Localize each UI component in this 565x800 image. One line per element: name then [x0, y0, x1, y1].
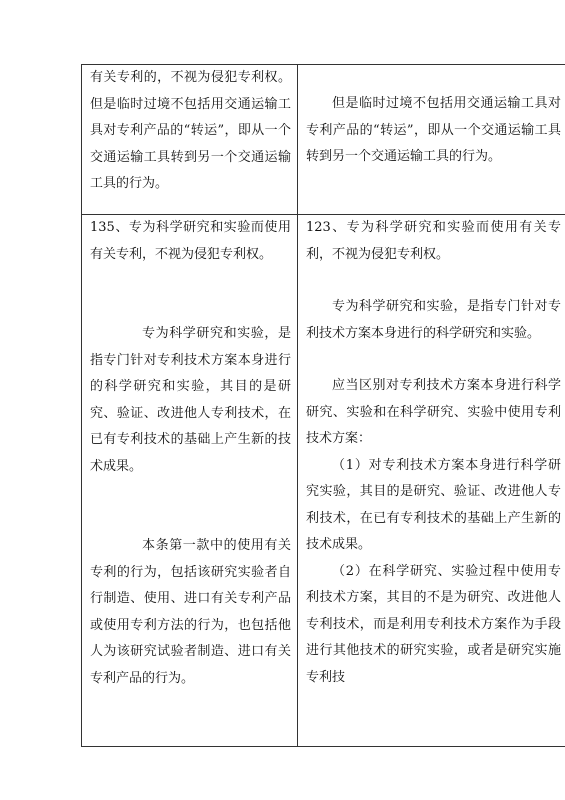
paragraph: 应当区别对专利技术方案本身进行科学研究、实验和在科学研究、实验中使用专利技术方案：	[306, 378, 561, 446]
list-item: （2）在科学研究、实验过程中使用专利技术方案，其目的不是为研究、改进他人专利技术，而是利用专利技术方案作为手段进行其他技术的研究实验，或者是研究实施专利技	[306, 563, 561, 685]
table-row	[82, 215, 565, 747]
paragraph: 专为科学研究和实验，是指专门针对专利技术方案本身进行的科学研究和实验，其目的是研究、验证、改进他人专利技术，在已有专利技术的基础上产生新的技术成果。	[90, 326, 291, 474]
table-cell-left	[82, 215, 298, 747]
paragraph: 专为科学研究和实验，是指专门针对专利技术方案本身进行的科学研究和实验。	[306, 299, 561, 341]
paragraph: 本条第一款中的使用有关专利的行为，包括该研究实验者自行制造、使用、进口有关专利产品或使用专利方法的行为，也包括他人为该研究试验者制造、进口有关专利产品的行为。	[90, 538, 291, 686]
paragraph: 有关专利的，不视为侵犯专利权。但是临时过境不包括用交通运输工具对专利产品的“转运”，即从一个交通运输工具转到另一个交通运输工具的行为。	[90, 70, 291, 191]
article-heading: 135、专为科学研究和实验而使用有关专利，不视为侵犯专利权。	[90, 220, 291, 262]
table-row	[82, 65, 565, 215]
list-item: （1）对专利技术方案本身进行科学研究实验，其目的是研究、验证、改进他人专利技术，在已有专利技术的基础上产生新的技术成果。	[306, 457, 561, 552]
table-cell-left	[82, 65, 298, 215]
comparison-table	[81, 64, 565, 747]
table-cell-right	[298, 65, 565, 215]
article-heading: 123、专为科学研究和实验而使用有关专利，不视为侵犯专利权。	[306, 220, 561, 262]
table-cell-right	[298, 215, 565, 747]
paragraph: 但是临时过境不包括用交通运输工具对专利产品的“转运”，即从一个交通运输工具转到另一个交通运输工具的行为。	[306, 96, 561, 164]
